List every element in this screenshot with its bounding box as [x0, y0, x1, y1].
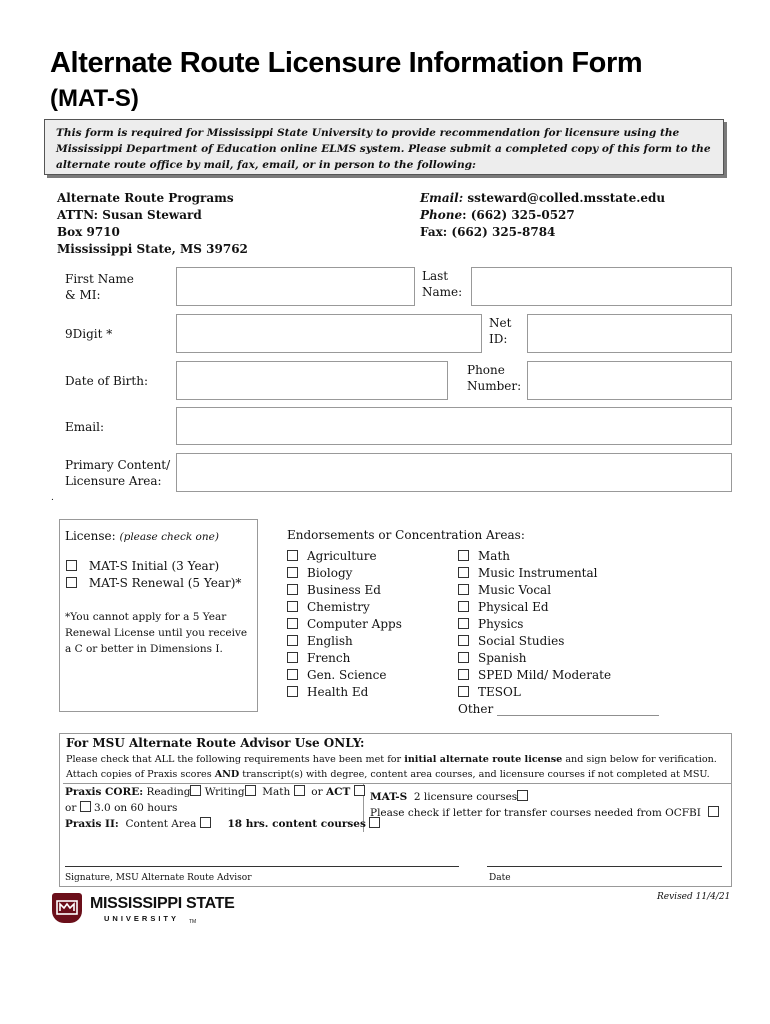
endorsement-item[interactable]	[458, 548, 659, 565]
endorsement-label: SPED Mild/ Moderate	[478, 668, 612, 682]
contact-fax: Fax: (662) 325-8784	[420, 225, 556, 239]
endorsement-label: Chemistry	[307, 600, 370, 614]
endorsement-item[interactable]	[287, 582, 402, 599]
endorsements-heading: Endorsements or Concentration Areas:	[287, 528, 525, 542]
label-line: Number:	[467, 379, 522, 393]
or-label: or	[65, 802, 77, 814]
act-checkbox[interactable]	[354, 785, 365, 796]
msu-logo-name: MISSISSIPPI STATE	[90, 895, 235, 912]
licensure-courses-checkbox[interactable]	[517, 790, 528, 801]
msu-logo-tm: TM	[189, 919, 197, 925]
mats-requirements	[370, 789, 719, 821]
text: transcript(s) with degree, content area courses, and licensure courses if not completed at MSU.	[239, 769, 710, 780]
endorsement-item[interactable]	[458, 667, 659, 684]
form-subtitle: (MAT-S)	[50, 85, 139, 112]
gpa-label: 3.0 on 60 hours	[94, 802, 178, 814]
endorsement-item[interactable]	[458, 599, 659, 616]
dob-input[interactable]	[176, 361, 448, 400]
gpa-row	[65, 800, 380, 816]
praxis-requirements	[65, 784, 380, 832]
endorsement-item[interactable]	[458, 616, 659, 633]
checkbox[interactable]	[458, 618, 469, 629]
advisor-para-1	[66, 752, 717, 767]
text: Please check that ALL the following requirements have been met for	[66, 754, 405, 765]
checkbox[interactable]	[458, 601, 469, 612]
email-label: Email:	[420, 191, 464, 205]
writing-checkbox[interactable]	[245, 785, 256, 796]
or-label: or	[311, 786, 323, 798]
mailing-address	[57, 190, 248, 258]
nine-digit-input[interactable]	[176, 314, 482, 353]
endorsement-label: French	[307, 651, 351, 665]
net-id-label	[489, 315, 511, 347]
last-name-input[interactable]	[471, 267, 732, 306]
endorsement-label: Music Instrumental	[478, 566, 598, 580]
address-line: Box 9710	[57, 225, 120, 239]
checkbox[interactable]	[458, 652, 469, 663]
endorsements-col-1	[287, 548, 402, 701]
label-line: First Name	[65, 272, 134, 286]
license-option-label: MAT-S Renewal (5 Year)*	[88, 576, 242, 590]
endorsement-item[interactable]	[458, 650, 659, 667]
endorsement-item[interactable]	[458, 684, 659, 701]
checkbox[interactable]	[287, 550, 298, 561]
endorsement-label: Business Ed	[307, 583, 381, 597]
endorsement-item[interactable]	[287, 684, 402, 701]
email-input[interactable]	[176, 407, 732, 445]
label-line: Name:	[422, 285, 463, 299]
text: and sign below for verification.	[562, 754, 717, 765]
checkbox[interactable]	[287, 618, 298, 629]
endorsement-item[interactable]	[287, 633, 402, 650]
text-bold: AND	[214, 769, 240, 780]
date-label: Date	[489, 873, 511, 883]
msu-seal-icon	[52, 893, 82, 923]
intro-box	[44, 119, 724, 175]
praxis-ii-label: Praxis II:	[65, 818, 119, 830]
license-option-label: MAT-S Initial (3 Year)	[88, 559, 220, 573]
checkbox[interactable]	[66, 577, 77, 588]
hrs-label: 18 hrs. content courses	[227, 818, 366, 830]
endorsement-item[interactable]	[458, 565, 659, 582]
endorsement-label: Physics	[478, 617, 524, 631]
signature-label: Signature, MSU Alternate Route Advisor	[65, 873, 252, 883]
writing-label: Writing	[204, 786, 245, 798]
praxis-core-label: Praxis CORE:	[65, 786, 144, 798]
checkbox[interactable]	[458, 635, 469, 646]
endorsement-label: TESOL	[478, 685, 521, 699]
phone-number-input[interactable]	[527, 361, 732, 400]
advisor-para-2	[66, 767, 717, 782]
email-field-label: Email:	[65, 420, 105, 434]
checkbox[interactable]	[458, 584, 469, 595]
text: Attach copies of Praxis scores	[66, 769, 215, 780]
primary-content-input[interactable]	[176, 453, 732, 492]
net-id-input[interactable]	[527, 314, 732, 353]
label-line: Net	[489, 316, 512, 330]
contact-email-row	[420, 190, 665, 207]
form-title: Alternate Route Licensure Information Form	[50, 47, 643, 79]
mats-row	[370, 789, 719, 805]
gpa-checkbox[interactable]	[80, 801, 91, 812]
endorsement-label: Music Vocal	[478, 583, 552, 597]
endorsement-item[interactable]	[287, 667, 402, 684]
contact-phone-row	[420, 207, 665, 224]
endorsement-label: Biology	[307, 566, 353, 580]
endorsement-item[interactable]	[287, 616, 402, 633]
endorsement-item[interactable]	[458, 582, 659, 599]
license-heading	[65, 528, 219, 545]
endorsement-label: Social Studies	[478, 634, 565, 648]
label-line: & MI:	[65, 288, 101, 302]
checkbox[interactable]	[287, 635, 298, 646]
msu-logo-sub: UNIVERSITY	[104, 914, 180, 923]
praxis-core-row	[65, 784, 380, 800]
checkbox[interactable]	[287, 669, 298, 680]
nine-digit-label: 9Digit *	[65, 327, 113, 341]
act-label: ACT	[325, 786, 351, 798]
license-heading-note: (please check one)	[119, 531, 219, 543]
stray-mark: .	[51, 493, 54, 503]
checkbox[interactable]	[287, 601, 298, 612]
endorsement-label: Math	[478, 549, 510, 563]
reading-label: Reading	[146, 786, 191, 798]
text-bold: initial alternate route license	[404, 754, 563, 765]
contact-phone: : (662) 325-0527	[462, 208, 575, 222]
checkbox[interactable]	[287, 584, 298, 595]
license-option[interactable]	[66, 558, 219, 575]
address-line: Alternate Route Programs	[57, 191, 234, 205]
endorsement-label: Physical Ed	[478, 600, 549, 614]
primary-content-label	[65, 457, 170, 489]
ocfbi-row	[370, 805, 719, 821]
address-line: ATTN: Susan Steward	[57, 208, 202, 222]
checkbox[interactable]	[458, 567, 469, 578]
ocfbi-label: Please check if letter for transfer courses needed from OCFBI	[370, 807, 701, 819]
checkbox[interactable]	[287, 686, 298, 697]
checkbox[interactable]	[458, 669, 469, 680]
checkbox[interactable]	[287, 567, 298, 578]
first-name-input[interactable]	[176, 267, 415, 306]
label-line: Primary Content/	[65, 458, 171, 472]
phone-number-label	[467, 362, 521, 394]
date-line[interactable]	[487, 866, 722, 867]
address-line: Mississippi State, MS 39762	[57, 242, 248, 256]
endorsement-label: Gen. Science	[307, 668, 387, 682]
last-name-label	[422, 268, 462, 300]
endorsement-label: Spanish	[478, 651, 527, 665]
endorsement-item[interactable]	[287, 650, 402, 667]
ocfbi-checkbox[interactable]	[708, 806, 719, 817]
math-label: Math	[262, 786, 291, 798]
license-option[interactable]	[66, 575, 241, 592]
endorsement-item[interactable]	[287, 548, 402, 565]
endorsement-label: Health Ed	[307, 685, 369, 699]
checkbox[interactable]	[458, 550, 469, 561]
label-line: Licensure Area:	[65, 474, 162, 488]
intro-text: This form is required for Mississippi State University to provide recommendation for licensure using the Mississippi Department of Education online ELMS system. Please submit a completed copy of this form to the alternate route office by mail, fax, email, or in person to the following:	[56, 127, 711, 171]
endorsement-item[interactable]	[287, 599, 402, 616]
endorsement-item[interactable]	[458, 633, 659, 650]
revised-date: Revised 11/4/21	[657, 892, 731, 902]
advisor-instructions	[66, 752, 717, 782]
content-area-checkbox[interactable]	[200, 817, 211, 828]
phone-label: Phone	[420, 208, 463, 222]
endorsement-item[interactable]	[287, 565, 402, 582]
contact-email[interactable]: ssteward@colled.msstate.edu	[467, 191, 666, 205]
licensure-courses-label: 2 licensure courses	[413, 791, 518, 803]
content-area-label: Content Area	[125, 818, 197, 830]
contact-info	[420, 190, 665, 241]
advisor-heading: For MSU Alternate Route Advisor Use ONLY:	[66, 736, 365, 750]
label-line: Phone	[467, 363, 505, 377]
praxis-ii-row	[65, 816, 380, 832]
checkbox[interactable]	[66, 560, 77, 571]
dob-label: Date of Birth:	[65, 374, 148, 388]
label-line: ID:	[489, 332, 508, 346]
first-name-label	[65, 271, 134, 303]
msu-shield-icon	[52, 893, 82, 923]
endorsement-label: English	[307, 634, 353, 648]
checkbox[interactable]	[287, 652, 298, 663]
mats-label: MAT-S	[370, 791, 408, 803]
label-line: Last	[422, 269, 449, 283]
endorsements-col-2	[458, 548, 659, 718]
signature-line[interactable]	[65, 866, 459, 867]
checkbox[interactable]	[458, 686, 469, 697]
endorsement-label: Agriculture	[307, 549, 377, 563]
reading-checkbox[interactable]	[190, 785, 201, 796]
endorsement-label: Computer Apps	[307, 617, 402, 631]
license-heading-text: License:	[65, 529, 116, 543]
math-checkbox[interactable]	[294, 785, 305, 796]
license-note: *You cannot apply for a 5 Year Renewal License until you receive a C or better in Dimensions I.	[65, 611, 248, 655]
endorsement-other[interactable]: Other ___________________________	[458, 702, 660, 716]
